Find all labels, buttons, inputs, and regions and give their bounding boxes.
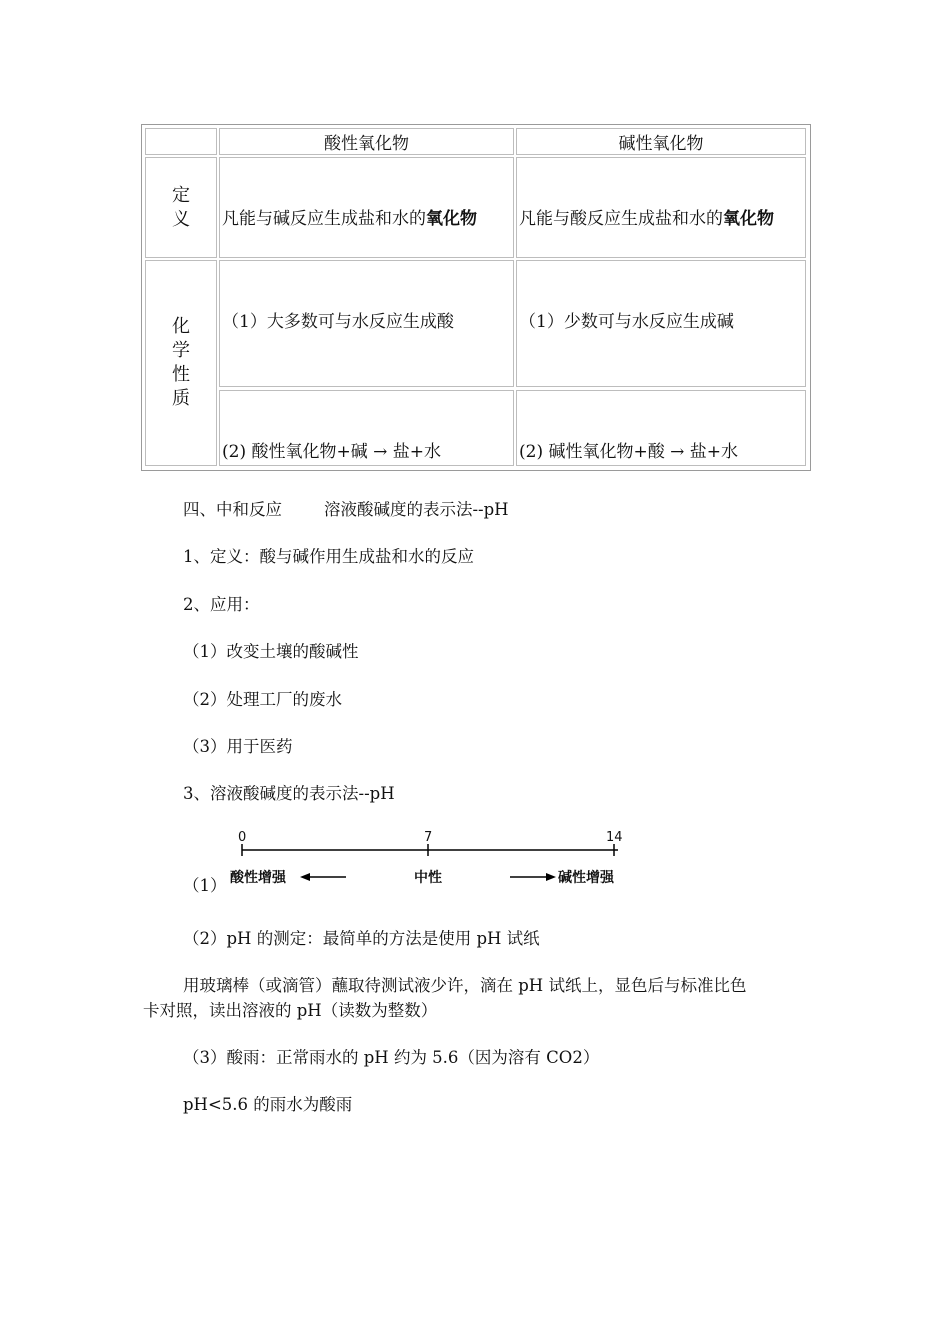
corner-cell — [145, 128, 217, 155]
ph-item-1: （1） — [183, 876, 227, 895]
row-label-chemical-properties: 化 学 性 质 — [145, 260, 217, 466]
label-char: 义 — [172, 208, 190, 230]
base-property-2-cell: (2) 碱性氧化物+酸 → 盐+水 — [516, 390, 806, 466]
base-definition-cell: 凡能与酸反应生成盐和水的氧化物 — [516, 157, 806, 258]
row-label-definition — [145, 157, 217, 258]
acid-property-2-cell: (2) 酸性氧化物+碱 → 盐+水 — [219, 390, 514, 466]
section-heading-neutralization: 四、中和反应 溶液酸碱度的表示法--pH — [183, 500, 509, 519]
ph-tick-0: 0 — [238, 830, 247, 845]
acid-rain-line: （3）酸雨：正常雨水的 pH 约为 5.6（因为溶有 CO2） — [183, 1048, 600, 1067]
definition-line: 1、定义：酸与碱作用生成盐和水的反应 — [183, 547, 474, 566]
neutral-label: 中性 — [414, 870, 442, 886]
label-char: 定 — [172, 184, 190, 206]
ph-scale-diagram — [228, 828, 638, 888]
application-item-3: （3）用于医药 — [183, 737, 293, 756]
base-property-1-cell: （1）少数可与水反应生成碱 — [516, 260, 806, 387]
application-item-2: （2）处理工厂的废水 — [183, 690, 342, 709]
application-item-1: （1）改变土壤的酸碱性 — [183, 642, 359, 661]
method-line-1: 用玻璃棒（或滴管）蘸取待测试液少许，滴在 pH 试纸上，显色后与标准比色 — [183, 976, 747, 995]
header-acidic-oxide: 酸性氧化物 — [219, 128, 514, 155]
ph-heading: 3、溶液酸碱度的表示法--pH — [183, 784, 395, 803]
alkalinity-increasing-label: 碱性增强 — [558, 870, 614, 886]
acid-property-1-cell: （1）大多数可与水反应生成酸 — [219, 260, 514, 387]
ph-tick-14: 14 — [606, 830, 623, 845]
header-basic-oxide: 碱性氧化物 — [516, 128, 806, 155]
ph-tick-7: 7 — [424, 830, 433, 845]
acid-rain-definition: pH<5.6 的雨水为酸雨 — [183, 1095, 353, 1114]
application-heading: 2、应用： — [183, 595, 260, 614]
acid-definition-cell: 凡能与碱反应生成盐和水的氧化物 — [219, 157, 514, 258]
method-line-2: 卡对照，读出溶液的 pH（读数为整数） — [143, 1001, 438, 1020]
acidity-increasing-label: 酸性增强 — [230, 870, 286, 886]
ph-item-2: （2）pH 的测定：最简单的方法是使用 pH 试纸 — [183, 929, 540, 948]
oxide-comparison-table — [141, 124, 811, 471]
